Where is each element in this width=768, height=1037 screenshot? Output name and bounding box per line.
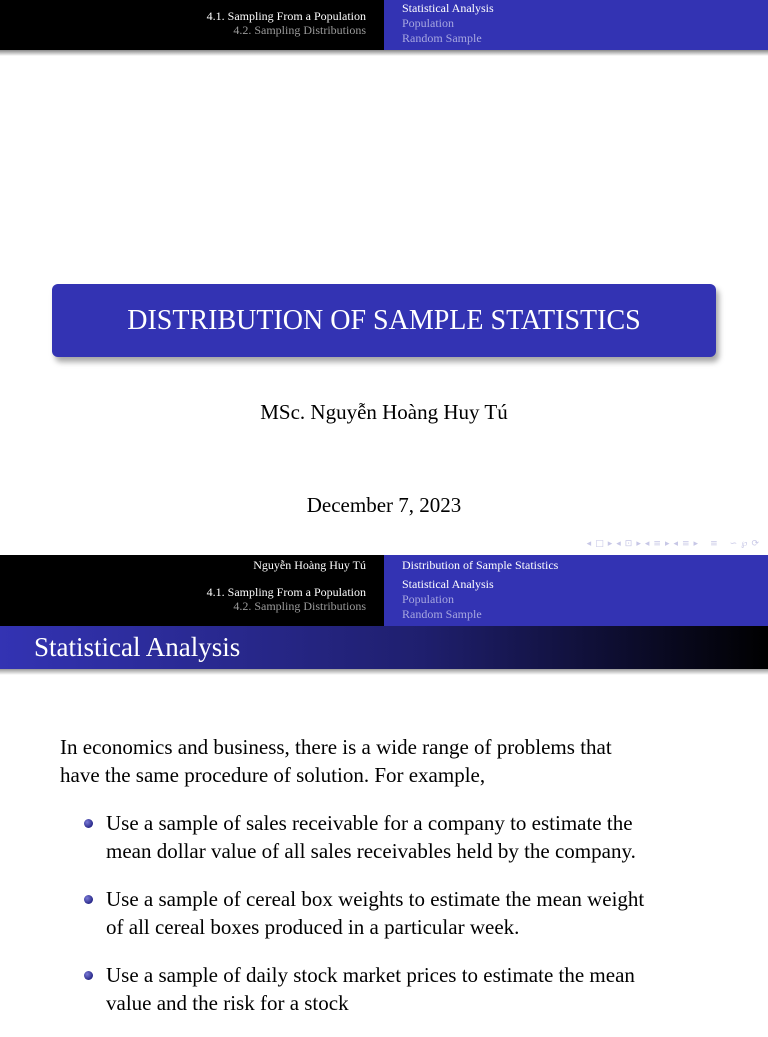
header-author: Nguyễn Hoàng Huy Tú (253, 558, 366, 572)
subsection-link-population[interactable]: Population (402, 16, 455, 30)
subsection-link-statistical-analysis[interactable]: Statistical Analysis (402, 1, 494, 15)
intro-line: have the same procedure of solution. For example, (60, 763, 486, 787)
frame-title-bar (0, 626, 768, 669)
bullet-icon (84, 895, 93, 904)
frame-title-shadow (0, 669, 768, 675)
subsection-link-population[interactable]: Population (402, 592, 455, 606)
nav-prev-slide-icon[interactable]: ◂ (586, 539, 592, 549)
nav-next-section-icon[interactable]: ▸ (693, 539, 699, 549)
author-name: MSc. Nguyễn Hoàng Huy Tú (260, 400, 508, 424)
presentation-date: December 7, 2023 (306, 493, 462, 517)
list-item-line: of all cereal boxes produced in a particular week. (106, 915, 520, 939)
section-link-sampling-from-population[interactable]: 4.1. Sampling From a Population (206, 9, 366, 23)
bullet-icon (84, 971, 93, 980)
list-item (60, 809, 720, 865)
header-shadow (0, 50, 768, 56)
nav-prev-section-icon[interactable]: ◂ (673, 539, 678, 549)
slide2-subsection-nav (384, 555, 768, 626)
nav-prev-subsection-icon[interactable]: ◂ (644, 539, 650, 549)
list-item (60, 961, 720, 1017)
nav-search-icon[interactable]: ℘ (741, 539, 748, 549)
example-list (60, 809, 720, 1037)
bullet-icon (84, 819, 93, 828)
slide1-headline (0, 0, 768, 50)
slide1-subsection-nav (384, 0, 768, 50)
nav-section-icon[interactable]: ≡ (682, 539, 690, 549)
list-item-line: Use a sample of cereal box weights to estimate the mean weight (106, 887, 645, 911)
nav-subsection-icon[interactable]: ≡ (653, 539, 661, 549)
nav-next-frame-icon[interactable]: ▸ (636, 539, 641, 549)
nav-refresh-icon[interactable]: ⟳ (751, 539, 759, 549)
slide1-section-nav (0, 0, 384, 50)
nav-document-icon[interactable]: ≡ (710, 539, 718, 549)
nav-next-slide-icon[interactable]: ▸ (607, 539, 613, 549)
subsection-link-random-sample[interactable]: Random Sample (402, 31, 482, 45)
nav-back-icon[interactable]: ∽ (729, 539, 738, 549)
title-block (52, 284, 716, 357)
list-item (60, 885, 720, 941)
list-item-line: value and the risk for a stock (106, 991, 349, 1015)
intro-line: In economics and business, there is a wide range of problems that (60, 735, 612, 759)
subsection-link-random-sample[interactable]: Random Sample (402, 607, 482, 621)
list-item-line: mean dollar value of all sales receivables held by the company. (106, 839, 636, 863)
section-link-sampling-from-population[interactable]: 4.1. Sampling From a Population (206, 585, 366, 599)
nav-frame-icon[interactable]: ⊡ (624, 539, 633, 549)
list-item-line: Use a sample of daily stock market prices to estimate the mean (106, 963, 635, 987)
section-link-sampling-distributions[interactable]: 4.2. Sampling Distributions (233, 23, 366, 37)
section-link-sampling-distributions[interactable]: 4.2. Sampling Distributions (233, 599, 366, 613)
subsection-link-statistical-analysis[interactable]: Statistical Analysis (402, 577, 494, 591)
beamer-navigation-symbols (586, 537, 760, 551)
slide2-section-nav (0, 555, 384, 626)
list-item-line: Use a sample of sales receivable for a company to estimate the (106, 811, 633, 835)
presentation-title: DISTRIBUTION OF SAMPLE STATISTICS (127, 304, 641, 336)
nav-slide-icon[interactable]: □ (595, 539, 604, 549)
header-talk-title[interactable]: Distribution of Sample Statistics (402, 558, 559, 572)
slide2-headline (0, 555, 768, 626)
nav-prev-frame-icon[interactable]: ◂ (616, 539, 621, 549)
nav-next-subsection-icon[interactable]: ▸ (664, 539, 670, 549)
intro-paragraph (60, 733, 720, 789)
frame-title: Statistical Analysis (34, 632, 241, 662)
